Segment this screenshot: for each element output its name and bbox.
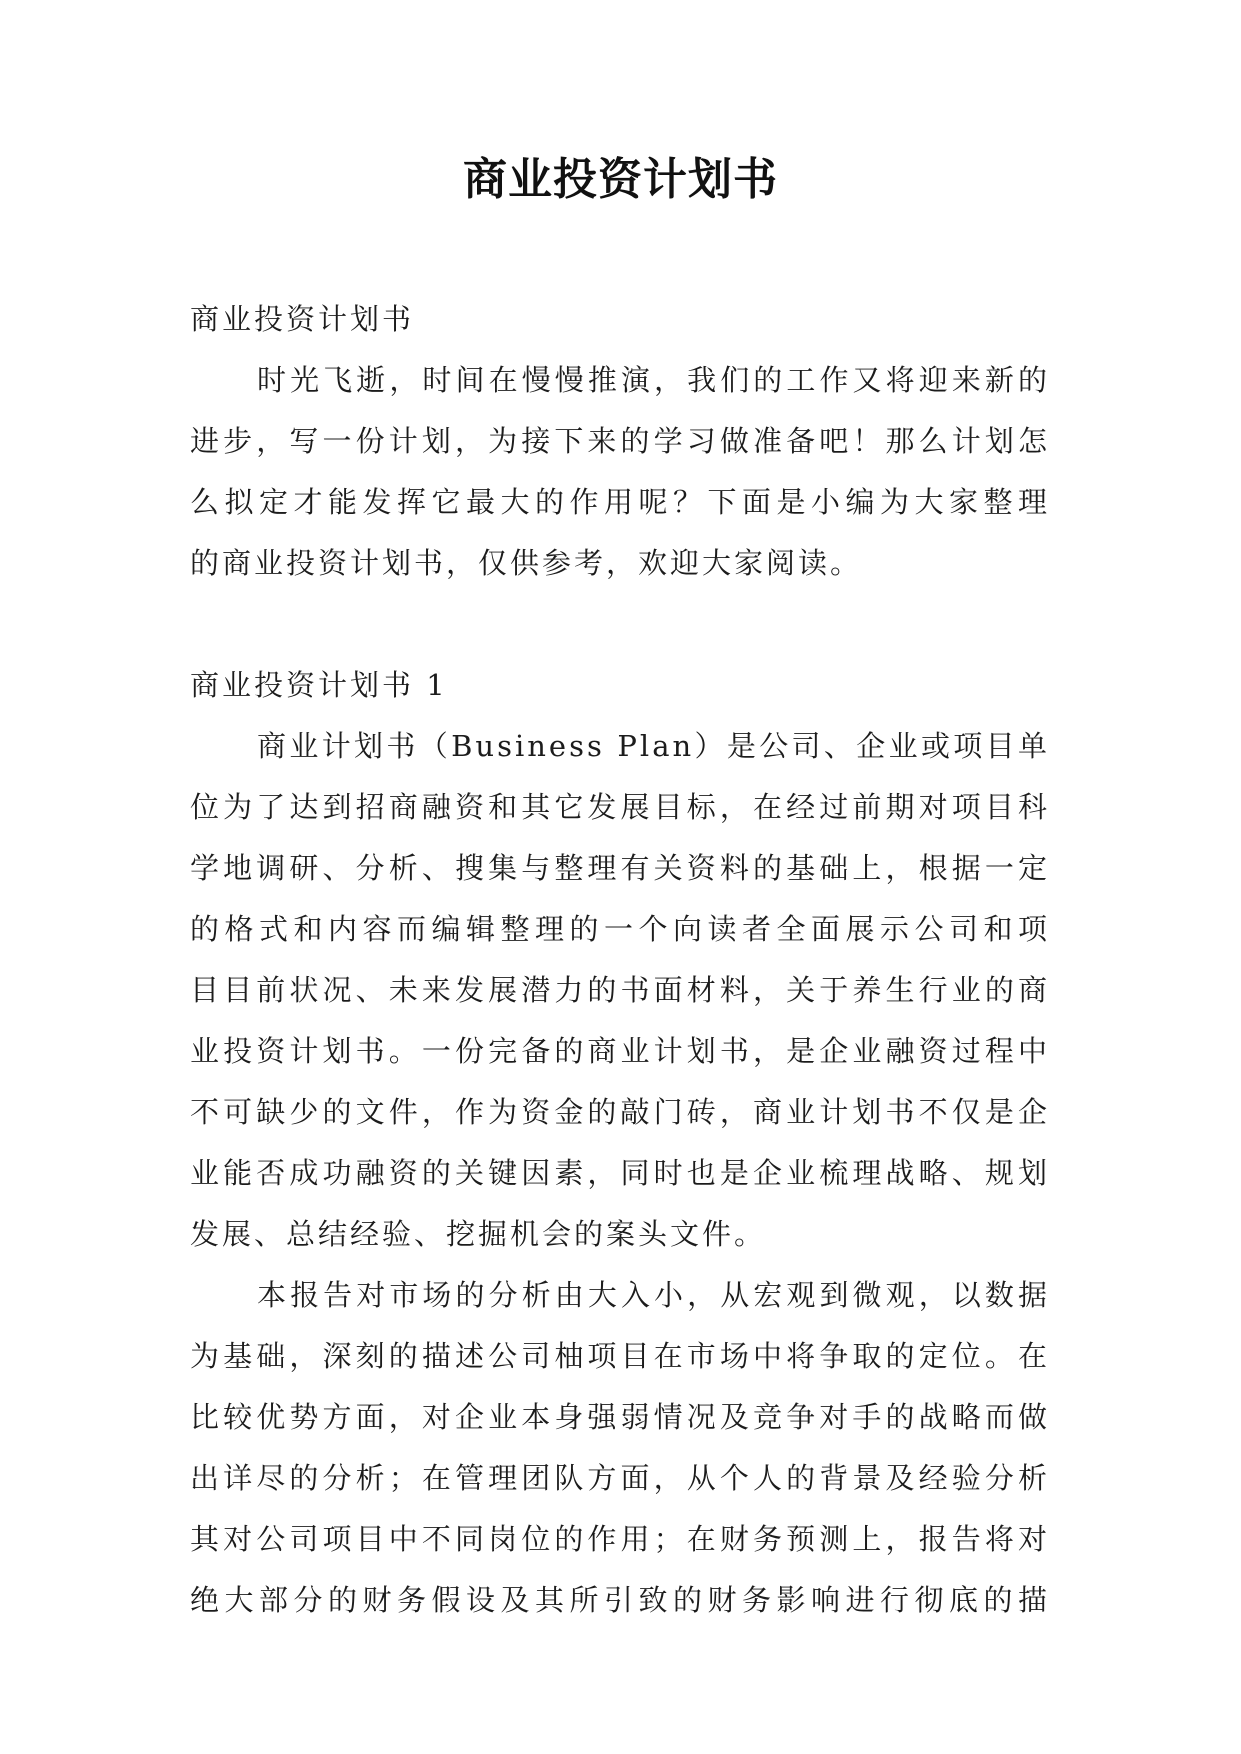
paragraph-line: 出详尽的分析；在管理团队方面，从个人的背景及经验分析 — [190, 1461, 1050, 1495]
paragraph-line: 时光飞逝，时间在慢慢推演，我们的工作又将迎来新的 — [257, 363, 1050, 397]
document-title: 商业投资计划书 — [463, 154, 778, 205]
paragraph-line: 么拟定才能发挥它最大的作用呢？下面是小编为大家整理 — [190, 485, 1050, 519]
paragraph-line: 本报告对市场的分析由大入小，从宏观到微观，以数据 — [257, 1278, 1050, 1312]
paragraph-line: 进步，写一份计划，为接下来的学习做准备吧！那么计划怎 — [190, 424, 1050, 458]
paragraph-line: 发展、总结经验、挖掘机会的案头文件。 — [190, 1217, 767, 1251]
intro-heading: 商业投资计划书 — [190, 302, 415, 336]
paragraph-line: 的商业投资计划书，仅供参考，欢迎大家阅读。 — [190, 546, 863, 580]
section-heading: 商业投资计划书 1 — [190, 668, 448, 702]
paragraph-gap — [190, 594, 1050, 655]
intro-paragraph — [190, 350, 1050, 594]
paragraph-line: 为基础，深刻的描述公司柚项目在市场中将争取的定位。在 — [190, 1339, 1050, 1373]
section1-paragraph-1 — [190, 716, 1050, 1265]
paragraph-line: 的格式和内容而编辑整理的一个向读者全面展示公司和项 — [190, 912, 1050, 946]
paragraph-line: 绝大部分的财务假设及其所引致的财务影响进行彻底的描 — [190, 1583, 1050, 1617]
paragraph-line: 目目前状况、未来发展潜力的书面材料，关于养生行业的商 — [190, 973, 1050, 1007]
document-body — [190, 289, 1050, 1631]
paragraph-line: 其对公司项目中不同岗位的作用；在财务预测上，报告将对 — [190, 1522, 1050, 1556]
paragraph-line: 业投资计划书。一份完备的商业计划书，是企业融资过程中 — [190, 1034, 1050, 1068]
paragraph-line: 位为了达到招商融资和其它发展目标，在经过前期对项目科 — [190, 790, 1050, 824]
paragraph-line: 比较优势方面，对企业本身强弱情况及竞争对手的战略而做 — [190, 1400, 1050, 1434]
paragraph-line: 业能否成功融资的关键因素，同时也是企业梳理战略、规划 — [190, 1156, 1050, 1190]
paragraph-line: 学地调研、分析、搜集与整理有关资料的基础上，根据一定 — [190, 851, 1050, 885]
paragraph-line: 不可缺少的文件，作为资金的敲门砖，商业计划书不仅是企 — [190, 1095, 1050, 1129]
section1-paragraph-2 — [190, 1265, 1050, 1631]
paragraph-line: 商业计划书（Business Plan）是公司、企业或项目单 — [257, 729, 1050, 763]
